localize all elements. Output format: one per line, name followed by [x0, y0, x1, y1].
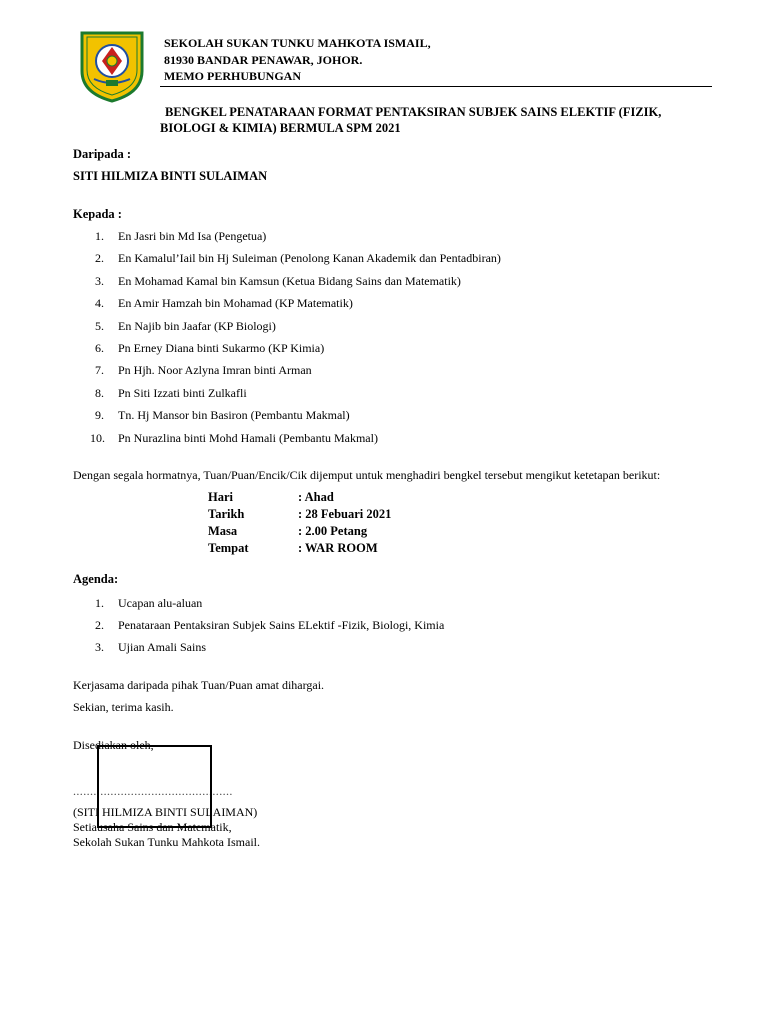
schedule-row: Tarikh : 28 Febuari 2021: [208, 507, 392, 521]
agenda-item: 3. Ujian Amali Sains: [95, 640, 206, 654]
memo-title-line-1: BENGKEL PENATARAAN FORMAT PENTAKSIRAN SUBJEK SAINS ELEKTIF (FIZIK,: [165, 105, 662, 119]
recipient-item: 10. Pn Nurazlina binti Mohd Hamali (Pembantu Makmal): [90, 430, 378, 445]
recipient-item: 1. En Jasri bin Md Isa (Pengetua): [95, 229, 267, 243]
agenda-item: 1. Ucapan alu-aluan: [95, 596, 203, 610]
schedule-table: [208, 489, 391, 557]
header-divider: [160, 86, 712, 87]
signatory-name: (SITI HILMIZA BINTI SULAIMAN): [73, 805, 258, 819]
school-name: SEKOLAH SUKAN TUNKU MAHKOTA ISMAIL,: [164, 36, 431, 50]
to-label: Kepada :: [73, 207, 122, 221]
prepared-by-label: Disediakan oleh,: [73, 738, 154, 752]
recipient-item: 8. Pn Siti Izzati binti Zulkafli: [95, 385, 247, 400]
recipient-item: 4. En Amir Hamzah bin Mohamad (KP Matematik): [95, 296, 353, 311]
recipient-item: 9. Tn. Hj Mansor bin Basiron (Pembantu Makmal): [95, 408, 350, 423]
signatory-position: Setiausaha Sains dan Matematik,: [73, 820, 232, 834]
from-label: Daripada :: [73, 147, 131, 161]
memo-title: [160, 104, 700, 136]
school-address: 81930 BANDAR PENAWAR, JOHOR.: [164, 53, 363, 67]
agenda-list: [73, 592, 444, 658]
schedule-row: Masa : 2.00 Petang: [208, 524, 368, 538]
document-type: MEMO PERHUBUNGAN: [164, 69, 301, 83]
recipient-item: 6. Pn Erney Diana binti Sukarmo (KP Kimia): [95, 340, 325, 355]
recipient-list: [73, 225, 501, 449]
closing-line-1: Kerjasama daripada pihak Tuan/Puan amat dihargai.: [73, 678, 325, 692]
recipient-item: 7. Pn Hjh. Noor Azlyna Imran binti Arman: [95, 363, 312, 378]
memo-title-line-2: BIOLOGI & KIMIA) BERMULA SPM 2021: [160, 121, 401, 135]
schedule-row: Hari : Ahad: [208, 490, 334, 504]
agenda-item: 2. Penataraan Pentaksiran Subjek Sains ELektif -Fizik, Biologi, Kimia: [95, 618, 445, 632]
recipient-item: 3. En Mohamad Kamal bin Kamsun (Ketua Bidang Sains dan Matematik): [95, 273, 461, 288]
agenda-label: Agenda:: [73, 572, 119, 586]
from-name: SITI HILMIZA BINTI SULAIMAN: [73, 169, 268, 183]
closing-line-2: Sekian, terima kasih.: [73, 700, 174, 714]
invitation-text: Dengan segala hormatnya, Tuan/Puan/Encik/Cik dijemput untuk menghadiri bengkel tersebut mengikut ketetapan berikut:: [73, 468, 661, 482]
signature-line: ...............................................: [73, 784, 233, 798]
recipient-item: 2. En Kamalul’Iail bin Hj Suleiman (Penolong Kanan Akademik dan Pentadbiran): [95, 251, 501, 266]
schedule-row: Tempat : WAR ROOM: [208, 541, 378, 555]
signatory-school: Sekolah Sukan Tunku Mahkota Ismail.: [73, 835, 261, 849]
school-crest-icon: [76, 27, 148, 103]
recipient-item: 5. En Najib bin Jaafar (KP Biologi): [95, 318, 276, 333]
